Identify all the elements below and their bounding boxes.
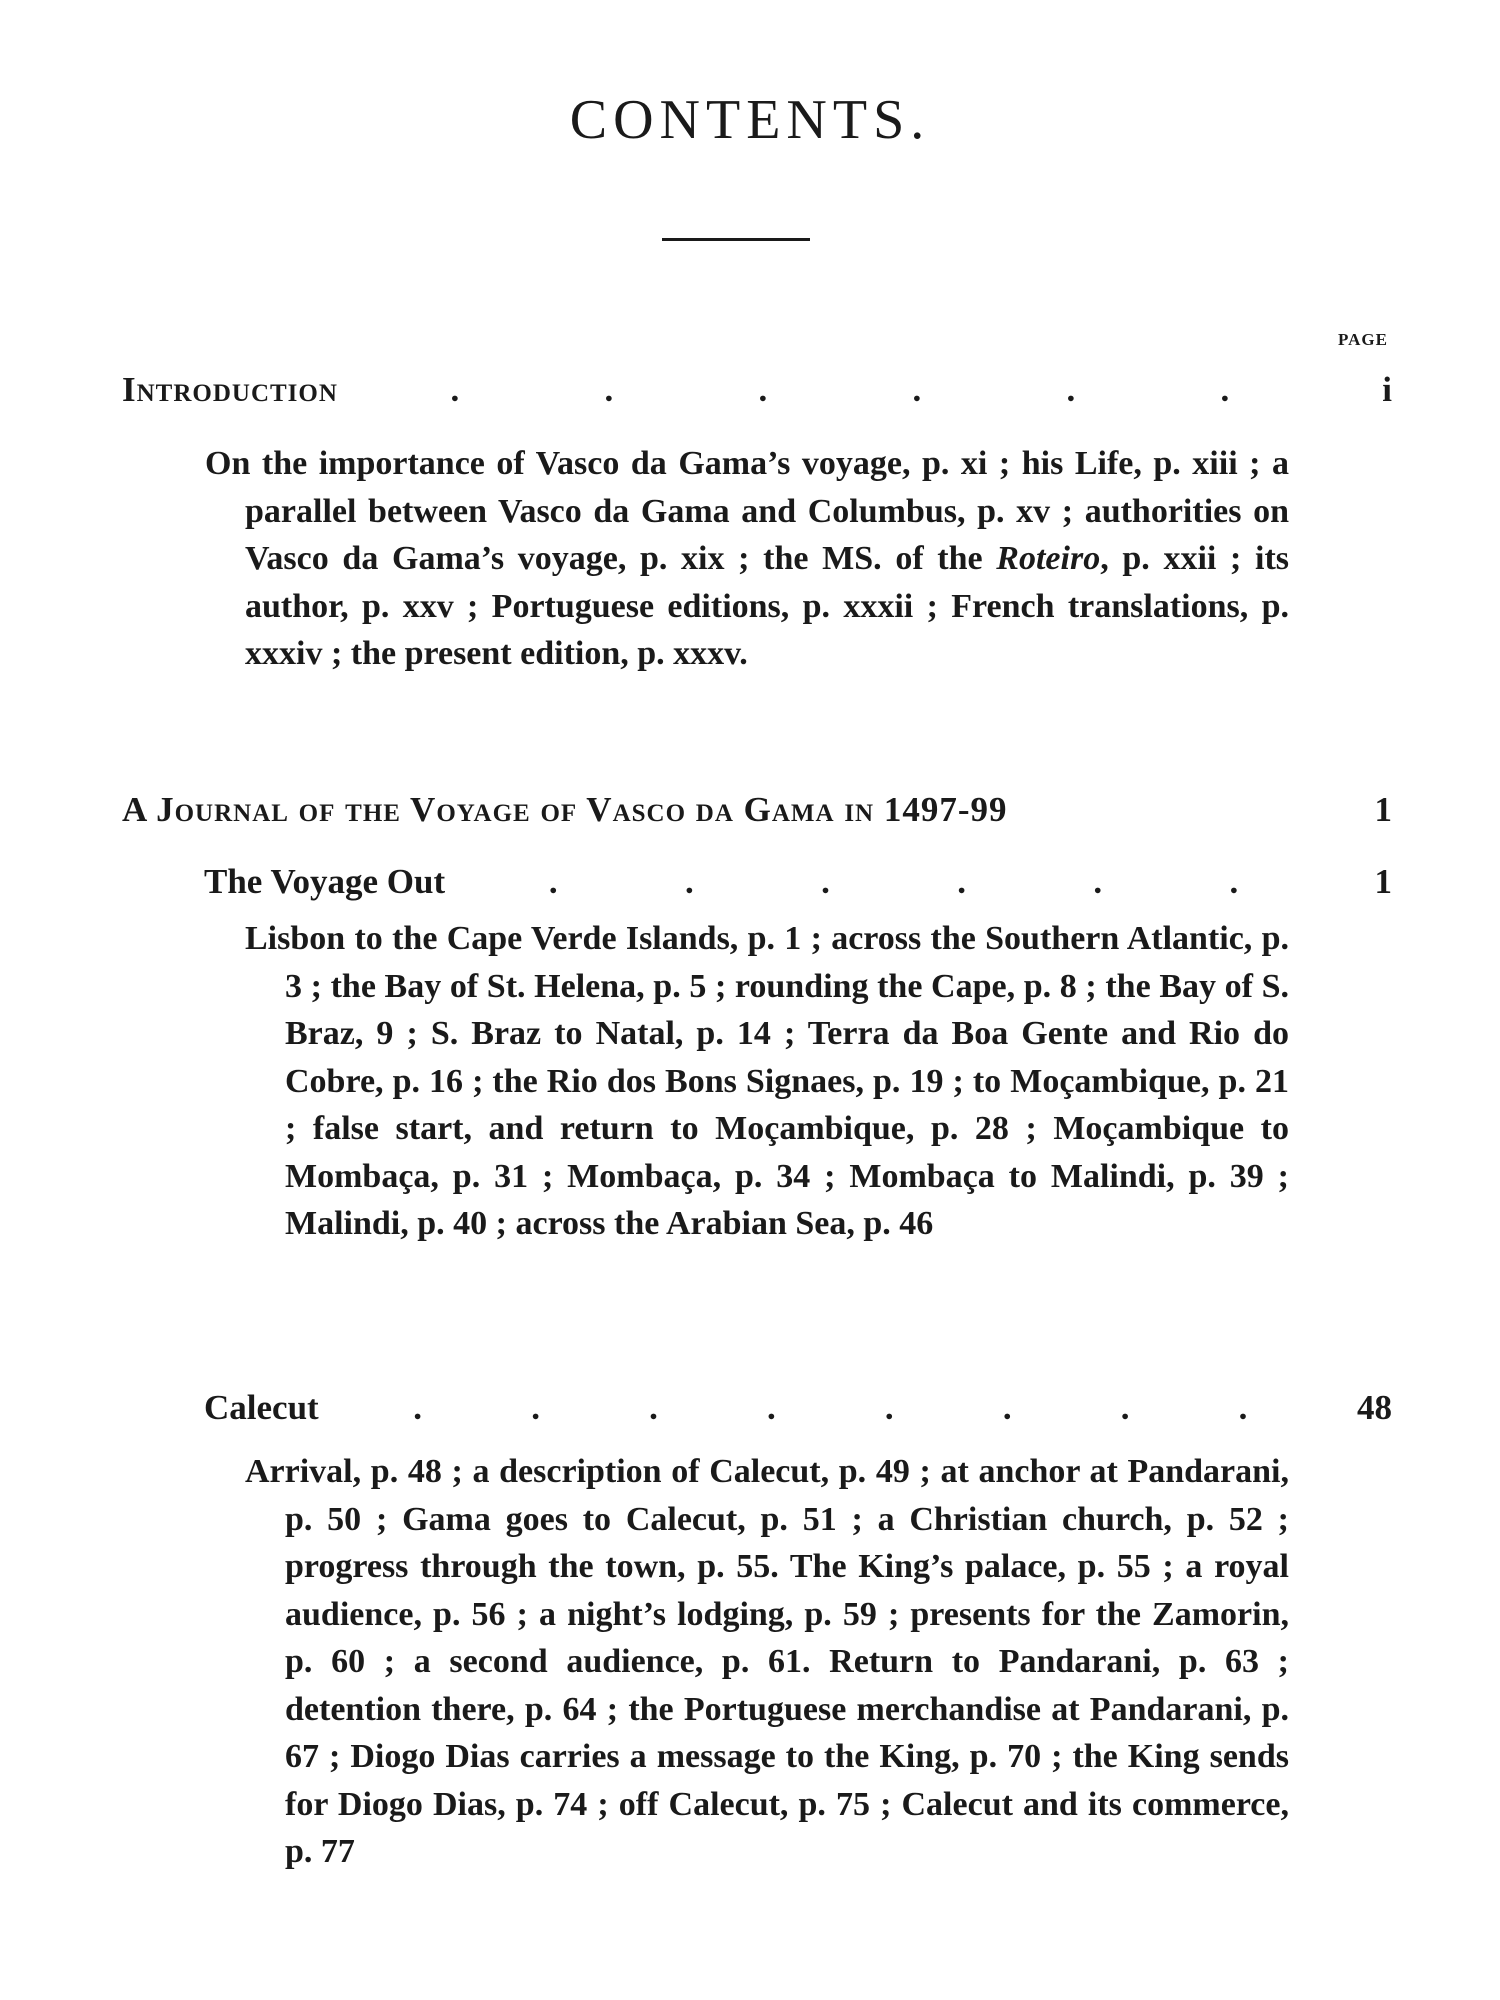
toc-entry-page: 1: [1374, 790, 1392, 829]
dot-leader: . . . . . .: [450, 370, 1230, 409]
toc-entry-page: 48: [1357, 1388, 1392, 1427]
dot-leader: . . . . . . . .: [413, 1388, 1248, 1427]
dot-leader: . . . . . .: [548, 862, 1239, 901]
toc-entry-label: The Voyage Out: [204, 862, 446, 901]
toc-entry-voyage-out[interactable]: [204, 862, 1392, 902]
toc-entry-page: 1: [1374, 862, 1392, 901]
calecut-description: Arrival, p. 48 ; a description of Calecut, p. 49 ; at anchor at Pandarani, p. 50 ; Gama goes to Calecut, p. 51 ; a Christian church, p. 52 ; progress through the town, p. 55. The King’s palace, p. 55 ; a royal audience, p. 56 ; a night’s lodging, p. 59 ; presents for the Zamorin, p. 60 ; a second audience, p. 61. Return to Pandarani, p. 63 ; detention there, p. 64 ; the Portuguese merchandise at Pandarani, p. 67 ; Diogo Dias carries a message to the King, p. 70 ; the King sends for Diogo Dias, p. 74 ; off Calecut, p. 75 ; Calecut and its commerce, p. 77: [245, 1453, 1289, 1870]
toc-entry-introduction[interactable]: [122, 370, 1392, 410]
page-title: CONTENTS.: [569, 89, 931, 151]
title-rule: [662, 238, 810, 241]
toc-entry-journal[interactable]: [122, 790, 1392, 830]
toc-entry-label: Introduction: [122, 370, 338, 409]
toc-entry-label: A Journal of the Voyage of Vasco da Gama in 1497-99: [122, 790, 1008, 829]
introduction-description: On the importance of Vasco da Gama’s voyage, p. xi ; his Life, p. xiii ; a parallel between Vasco da Gama and Columbus, p. xv ; authorities on Vasco da Gama’s voyage, p. xix ; the MS. of the Roteiro, p. xxii ; its author, p. xxv ; Portuguese editions, p. xxxii ; French translations, p. xxxiv ; the present edition, p. xxxv.: [205, 445, 1289, 672]
page-column-heading: PAGE: [1338, 330, 1388, 349]
roteiro-title: Roteiro: [996, 540, 1101, 577]
voyage-out-description: Lisbon to the Cape Verde Islands, p. 1 ; across the Southern Atlantic, p. 3 ; the Bay of St. Helena, p. 5 ; rounding the Cape, p. 8 ; the Bay of S. Braz, 9 ; S. Braz to Natal, p. 14 ; Terra da Boa Gente and Rio do Cobre, p. 16 ; the Rio dos Bons Signaes, p. 19 ; to Moçambique, p. 21 ; false start, and return to Moçambique, p. 28 ; Moçambique to Mombaça, p. 31 ; Mombaça, p. 34 ; Mombaça to Malindi, p. 39 ; Malindi, p. 40 ; across the Arabian Sea, p. 46: [245, 920, 1289, 1242]
toc-entry-page: i: [1382, 370, 1392, 409]
toc-entry-label: Calecut: [204, 1388, 319, 1427]
toc-entry-calecut[interactable]: [204, 1388, 1392, 1428]
